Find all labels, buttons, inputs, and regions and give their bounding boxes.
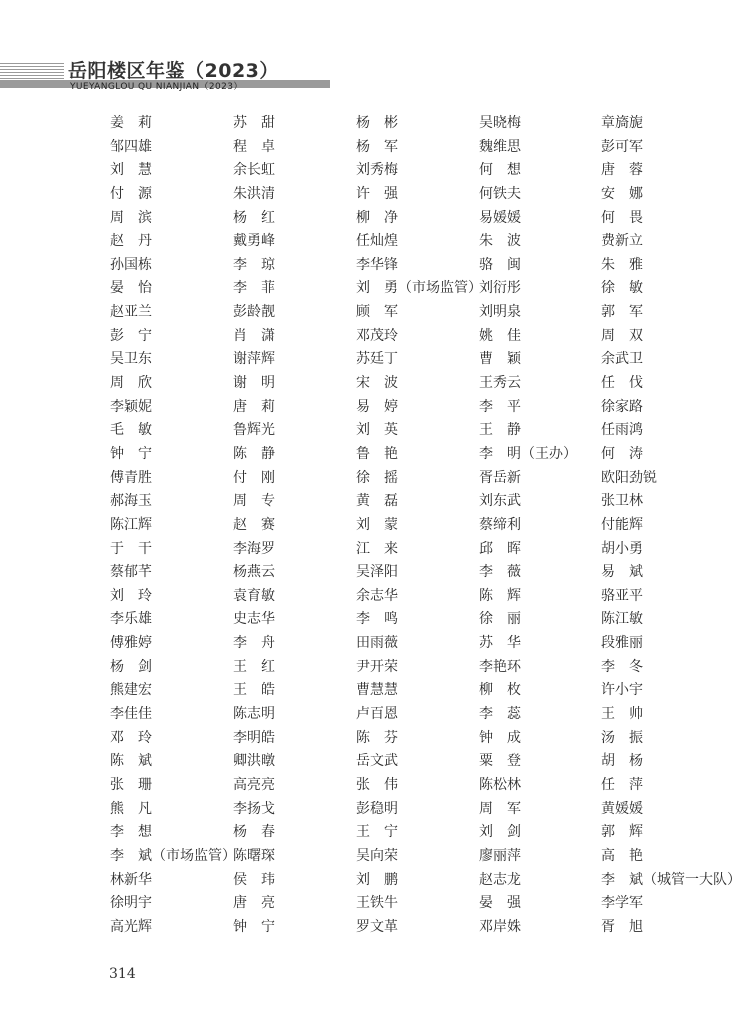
name-entry: 吴卫东 — [110, 351, 152, 368]
name-entry: 侯 玮 — [233, 871, 275, 888]
name-entry: 朱 波 — [479, 233, 521, 250]
name-row — [0, 608, 750, 632]
name-row — [0, 136, 750, 160]
yearbook-subtitle: YUEYANGLOU QU NIANJIAN（2023） — [70, 82, 243, 92]
name-entry: 李华锋 — [356, 256, 398, 273]
name-entry: 谢 明 — [233, 375, 275, 392]
name-entry: 卿洪暾 — [233, 753, 275, 770]
name-entry: 徐 摇 — [356, 469, 398, 486]
name-entry: 黄 磊 — [356, 493, 398, 510]
name-entry: 周 军 — [479, 800, 521, 817]
name-entry: 胥 旭 — [601, 918, 643, 935]
name-row — [0, 632, 750, 656]
name-entry: 戴勇峰 — [233, 233, 275, 250]
name-row — [0, 183, 750, 207]
name-entry: 骆 闽 — [479, 256, 521, 273]
name-entry: 罗文革 — [356, 918, 398, 935]
name-entry: 李艳环 — [479, 658, 521, 675]
name-entry: 易 斌 — [601, 564, 643, 581]
name-entry: 廖丽萍 — [479, 847, 521, 864]
name-row — [0, 727, 750, 751]
name-row — [0, 750, 750, 774]
name-entry: 蔡缔利 — [479, 516, 521, 533]
name-entry: 何铁夫 — [479, 185, 521, 202]
name-entry: 熊建宏 — [110, 682, 152, 699]
name-row — [0, 301, 750, 325]
name-entry: 唐 莉 — [233, 398, 275, 415]
name-row — [0, 679, 750, 703]
name-entry: 付能辉 — [601, 516, 643, 533]
name-row — [0, 845, 750, 869]
page-number: 314 — [109, 966, 136, 982]
name-entry: 高光辉 — [110, 918, 152, 935]
name-entry: 王铁牛 — [356, 895, 398, 912]
name-entry: 顾 军 — [356, 304, 398, 321]
name-entry: 段雅丽 — [601, 635, 643, 652]
name-entry: 晏 怡 — [110, 280, 152, 297]
name-entry: 朱 雅 — [601, 256, 643, 273]
name-entry: 胡小勇 — [601, 540, 643, 557]
name-entry: 李 蕊 — [479, 706, 521, 723]
name-entry: 杨 春 — [233, 824, 275, 841]
name-entry: 吴晓梅 — [479, 115, 521, 131]
name-row — [0, 277, 750, 301]
name-entry: 李 鸣 — [356, 611, 398, 628]
name-entry: 陈松林 — [479, 776, 521, 793]
name-entry: 李海罗 — [233, 540, 275, 557]
name-entry: 魏维思 — [479, 138, 521, 155]
name-entry: 苏廷丁 — [356, 351, 398, 368]
name-entry: 赵志龙 — [479, 871, 521, 888]
name-entry: 任雨鸿 — [601, 422, 643, 439]
name-entry: 田雨薇 — [356, 635, 398, 652]
name-row — [0, 916, 750, 940]
name-entry: 李明皓 — [233, 729, 275, 746]
name-entry: 刘 剑 — [479, 824, 521, 841]
name-entry: 汤 振 — [601, 729, 643, 746]
name-entry: 陈江辉 — [110, 516, 152, 533]
name-entry: 李学军 — [601, 895, 643, 912]
name-entry: 肖 潇 — [233, 327, 275, 344]
name-entry: 刘 鹏 — [356, 871, 398, 888]
name-entry: 郝海玉 — [110, 493, 152, 510]
name-entry: 余志华 — [356, 587, 398, 604]
name-entry: 易媛媛 — [479, 209, 521, 226]
name-row — [0, 798, 750, 822]
name-entry: 陈 斌 — [110, 753, 152, 770]
name-entry: 邓茂玲 — [356, 327, 398, 344]
name-entry: 史志华 — [233, 611, 275, 628]
name-entry: 费新立 — [601, 233, 643, 250]
name-entry: 张 伟 — [356, 776, 398, 793]
name-entry: 刘 玲 — [110, 587, 152, 604]
name-row — [0, 490, 750, 514]
name-row — [0, 892, 750, 916]
name-entry: 程 卓 — [233, 138, 275, 155]
name-entry: 谢萍辉 — [233, 351, 275, 368]
name-entry: 李 菲 — [233, 280, 275, 297]
name-entry: 于 干 — [110, 540, 152, 557]
name-row — [0, 254, 750, 278]
name-entry: 付 刚 — [233, 469, 275, 486]
name-entry: 彭龄靓 — [233, 304, 275, 321]
name-entry: 刘东武 — [479, 493, 521, 510]
name-entry: 卢百恩 — [356, 706, 398, 723]
name-row — [0, 538, 750, 562]
name-row — [0, 774, 750, 798]
name-entry: 柳 枚 — [479, 682, 521, 699]
name-entry: 任灿煌 — [356, 233, 398, 250]
name-entry: 许 强 — [356, 185, 398, 202]
name-entry: 王秀云 — [479, 375, 521, 392]
name-entry: 欧阳劲锐 — [601, 469, 657, 486]
name-row — [0, 159, 750, 183]
name-entry: 孙国栋 — [110, 256, 152, 273]
name-entry: 李 斌（城管一大队） — [601, 871, 741, 888]
name-row — [0, 207, 750, 231]
name-entry: 李 平 — [479, 398, 521, 415]
name-entry: 唐 蓉 — [601, 162, 643, 179]
name-entry: 钟 宁 — [233, 918, 275, 935]
name-list — [0, 112, 750, 939]
name-entry: 宋 波 — [356, 375, 398, 392]
name-entry: 郭 辉 — [601, 824, 643, 841]
name-entry: 江 来 — [356, 540, 398, 557]
name-row — [0, 561, 750, 585]
name-row — [0, 396, 750, 420]
name-entry: 骆亚平 — [601, 587, 643, 604]
yearbook-title: 岳阳楼区年鉴（2023） — [68, 60, 279, 82]
name-row — [0, 230, 750, 254]
name-row — [0, 703, 750, 727]
name-entry: 李扬戈 — [233, 800, 275, 817]
name-entry: 杨燕云 — [233, 564, 275, 581]
name-entry: 任 伐 — [601, 375, 643, 392]
name-row — [0, 585, 750, 609]
name-entry: 周 欣 — [110, 375, 152, 392]
name-entry: 王 皓 — [233, 682, 275, 699]
name-entry: 朱洪清 — [233, 185, 275, 202]
name-entry: 赵 赛 — [233, 516, 275, 533]
name-entry: 余长虹 — [233, 162, 275, 179]
name-entry: 胥岳新 — [479, 469, 521, 486]
name-entry: 王 静 — [479, 422, 521, 439]
name-entry: 钟 宁 — [110, 445, 152, 462]
name-entry: 李 明（王办） — [479, 445, 577, 462]
name-row — [0, 869, 750, 893]
name-entry: 邓岸姝 — [479, 918, 521, 935]
name-entry: 付 源 — [110, 185, 152, 202]
name-entry: 刘明泉 — [479, 304, 521, 321]
name-entry: 陈曙琛 — [233, 847, 275, 864]
name-entry: 李乐雄 — [110, 611, 152, 628]
name-entry: 李 斌（市场监管） — [110, 847, 236, 864]
name-entry: 傅青胜 — [110, 469, 152, 486]
name-entry: 何 想 — [479, 162, 521, 179]
name-entry: 柳 净 — [356, 209, 398, 226]
name-entry: 陈志明 — [233, 706, 275, 723]
name-entry: 陈江敏 — [601, 611, 643, 628]
name-entry: 李 想 — [110, 824, 152, 841]
name-entry: 陈 芬 — [356, 729, 398, 746]
name-entry: 周 滨 — [110, 209, 152, 226]
name-entry: 刘衍彤 — [479, 280, 521, 297]
name-entry: 何 畏 — [601, 209, 643, 226]
name-entry: 杨 剑 — [110, 658, 152, 675]
name-entry: 姜 莉 — [110, 115, 152, 131]
name-entry: 袁育敏 — [233, 587, 275, 604]
name-entry: 张 珊 — [110, 776, 152, 793]
name-entry: 钟 成 — [479, 729, 521, 746]
name-entry: 姚 佳 — [479, 327, 521, 344]
name-entry: 邱 晖 — [479, 540, 521, 557]
name-entry: 李颖妮 — [110, 398, 152, 415]
name-row — [0, 821, 750, 845]
name-entry: 徐家路 — [601, 398, 643, 415]
name-entry: 唐 亮 — [233, 895, 275, 912]
name-entry: 王 帅 — [601, 706, 643, 723]
name-entry: 周 专 — [233, 493, 275, 510]
name-row — [0, 467, 750, 491]
name-entry: 彭稳明 — [356, 800, 398, 817]
name-entry: 高亮亮 — [233, 776, 275, 793]
name-entry: 徐 敏 — [601, 280, 643, 297]
name-entry: 吴向荣 — [356, 847, 398, 864]
name-entry: 毛 敏 — [110, 422, 152, 439]
name-entry: 曹慧慧 — [356, 682, 398, 699]
running-header — [0, 50, 750, 95]
name-entry: 黄媛媛 — [601, 800, 643, 817]
name-row — [0, 443, 750, 467]
name-entry: 李 冬 — [601, 658, 643, 675]
name-entry: 周 双 — [601, 327, 643, 344]
name-row — [0, 372, 750, 396]
name-entry: 曹 颖 — [479, 351, 521, 368]
name-row — [0, 348, 750, 372]
name-entry: 尹开荣 — [356, 658, 398, 675]
name-entry: 胡 杨 — [601, 753, 643, 770]
name-entry: 高 艳 — [601, 847, 643, 864]
name-entry: 王 宁 — [356, 824, 398, 841]
name-entry: 刘 慧 — [110, 162, 152, 179]
name-entry: 吴泽阳 — [356, 564, 398, 581]
name-entry: 李 舟 — [233, 635, 275, 652]
name-entry: 徐 丽 — [479, 611, 521, 628]
name-entry: 赵 丹 — [110, 233, 152, 250]
name-entry: 鲁辉光 — [233, 422, 275, 439]
name-entry: 陈 辉 — [479, 587, 521, 604]
name-entry: 林新华 — [110, 871, 152, 888]
name-entry: 许小宇 — [601, 682, 643, 699]
name-entry: 章旖旎 — [601, 115, 643, 131]
name-row — [0, 419, 750, 443]
name-entry: 傅雅婷 — [110, 635, 152, 652]
name-entry: 彭 宁 — [110, 327, 152, 344]
name-entry: 杨 红 — [233, 209, 275, 226]
name-entry: 任 萍 — [601, 776, 643, 793]
name-entry: 郭 军 — [601, 304, 643, 321]
name-entry: 李 薇 — [479, 564, 521, 581]
name-entry: 杨 彬 — [356, 115, 398, 131]
name-entry: 鲁 艳 — [356, 445, 398, 462]
name-entry: 杨 军 — [356, 138, 398, 155]
name-entry: 粟 登 — [479, 753, 521, 770]
name-entry: 熊 凡 — [110, 800, 152, 817]
name-entry: 安 娜 — [601, 185, 643, 202]
name-entry: 苏 甜 — [233, 115, 275, 131]
name-entry: 苏 华 — [479, 635, 521, 652]
name-entry: 李 琼 — [233, 256, 275, 273]
name-entry: 徐明宇 — [110, 895, 152, 912]
name-row — [0, 112, 750, 136]
name-entry: 李佳佳 — [110, 706, 152, 723]
name-entry: 张卫林 — [601, 493, 643, 510]
name-row — [0, 514, 750, 538]
name-entry: 邓 玲 — [110, 729, 152, 746]
name-entry: 刘秀梅 — [356, 162, 398, 179]
name-row — [0, 656, 750, 680]
name-entry: 彭可军 — [601, 138, 643, 155]
name-entry: 邹四雄 — [110, 138, 152, 155]
name-entry: 刘 勇（市场监管） — [356, 280, 482, 297]
name-entry: 余武卫 — [601, 351, 643, 368]
name-entry: 刘 蒙 — [356, 516, 398, 533]
name-entry: 岳文武 — [356, 753, 398, 770]
name-row — [0, 325, 750, 349]
name-entry: 蔡郁芊 — [110, 564, 152, 581]
name-entry: 陈 静 — [233, 445, 275, 462]
name-entry: 赵亚兰 — [110, 304, 152, 321]
name-entry: 王 红 — [233, 658, 275, 675]
name-entry: 晏 强 — [479, 895, 521, 912]
name-entry: 刘 英 — [356, 422, 398, 439]
name-entry: 易 婷 — [356, 398, 398, 415]
name-entry: 何 涛 — [601, 445, 643, 462]
